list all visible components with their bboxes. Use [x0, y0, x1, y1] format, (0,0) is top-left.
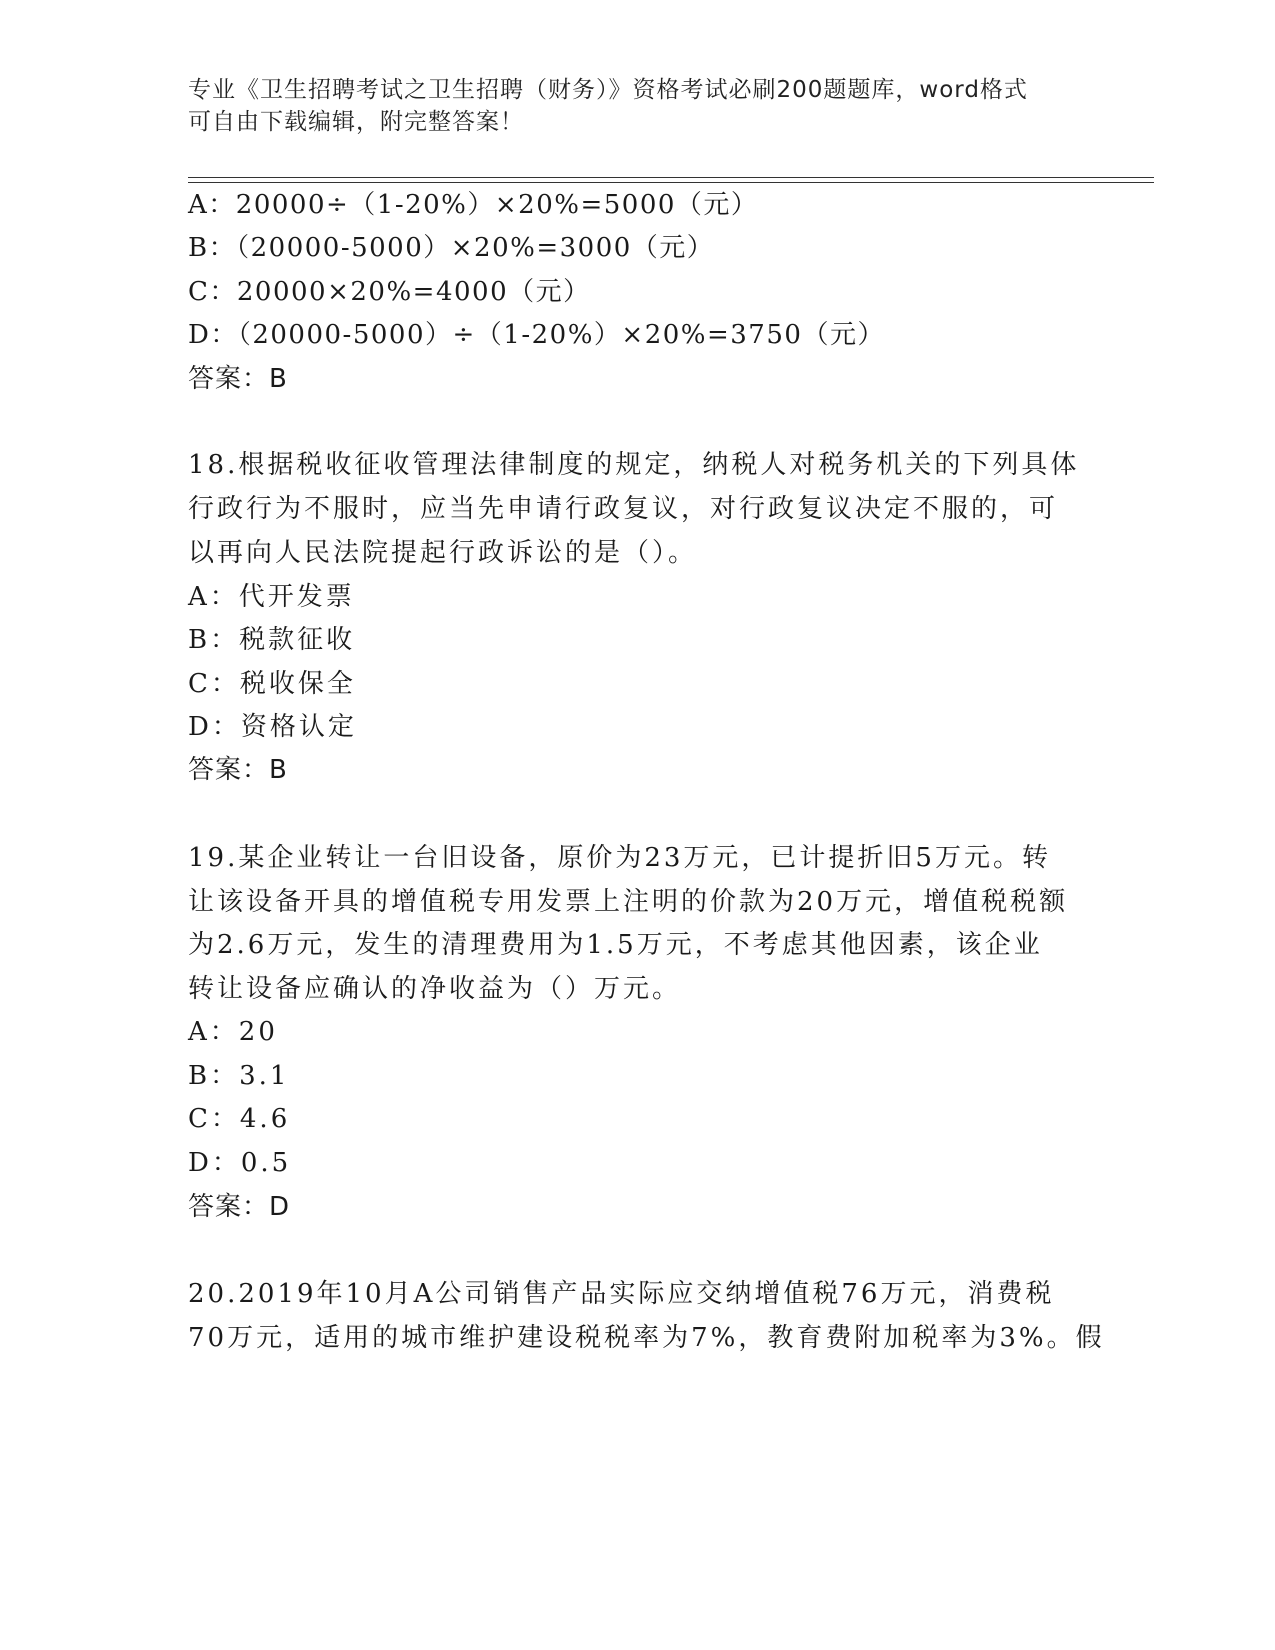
option-c: C：20000×20%=4000（元）	[188, 277, 591, 307]
header-divider-bottom	[188, 182, 1154, 183]
question-19-text-line-1: 19.某企业转让一台旧设备，原价为23万元，已计提折旧5万元。转	[188, 843, 1051, 873]
header-line-2: 可自由下载编辑，附完整答案！	[188, 109, 524, 135]
question-19-option-a: A：20	[188, 1017, 278, 1047]
option-a: A：20000÷（1-20%）×20%=5000（元）	[188, 190, 759, 220]
question-18-option-b: B：税款征收	[188, 625, 356, 655]
header-line-1: 专业《卫生招聘考试之卫生招聘（财务）》资格考试必刷200题题库，word格式	[188, 77, 1028, 103]
answer: 答案：B	[188, 364, 288, 394]
header-divider-top	[188, 177, 1154, 178]
question-18-text-line-1: 18.根据税收征收管理法律制度的规定，纳税人对税务机关的下列具体	[188, 450, 1080, 480]
question-19-option-c: C：4.6	[188, 1104, 291, 1134]
option-b: B：（20000-5000）×20%=3000（元）	[188, 233, 715, 263]
question-19-answer: 答案：D	[188, 1192, 291, 1222]
question-19-text-line-4: 转让设备应确认的净收益为（）万元。	[188, 974, 682, 1004]
question-19-text-line-2: 让该设备开具的增值税专用发票上注明的价款为20万元，增值税税额	[188, 887, 1069, 917]
option-d: D：（20000-5000）÷（1-20%）×20%=3750（元）	[188, 320, 885, 350]
question-18-answer: 答案：B	[188, 755, 288, 785]
question-18-text-line-2: 行政行为不服时，应当先申请行政复议，对行政复议决定不服的，可	[188, 494, 1059, 524]
question-20-text-line-1: 20.2019年10月A公司销售产品实际应交纳增值税76万元，消费税	[188, 1279, 1055, 1309]
question-19-text-line-3: 为2.6万元，发生的清理费用为1.5万元，不考虑其他因素，该企业	[188, 930, 1043, 960]
question-18-option-d: D：资格认定	[188, 712, 357, 742]
question-18-option-a: A：代开发票	[188, 582, 355, 612]
question-18-option-c: C：税收保全	[188, 669, 356, 699]
page-header	[188, 74, 1068, 138]
question-19-option-b: B：3.1	[188, 1061, 290, 1091]
question-20-text-line-2: 70万元，适用的城市维护建设税税率为7%，教育费附加税率为3%。假	[188, 1323, 1105, 1353]
question-18-text-line-3: 以再向人民法院提起行政诉讼的是（）。	[188, 538, 698, 568]
question-19-option-d: D：0.5	[188, 1148, 292, 1178]
